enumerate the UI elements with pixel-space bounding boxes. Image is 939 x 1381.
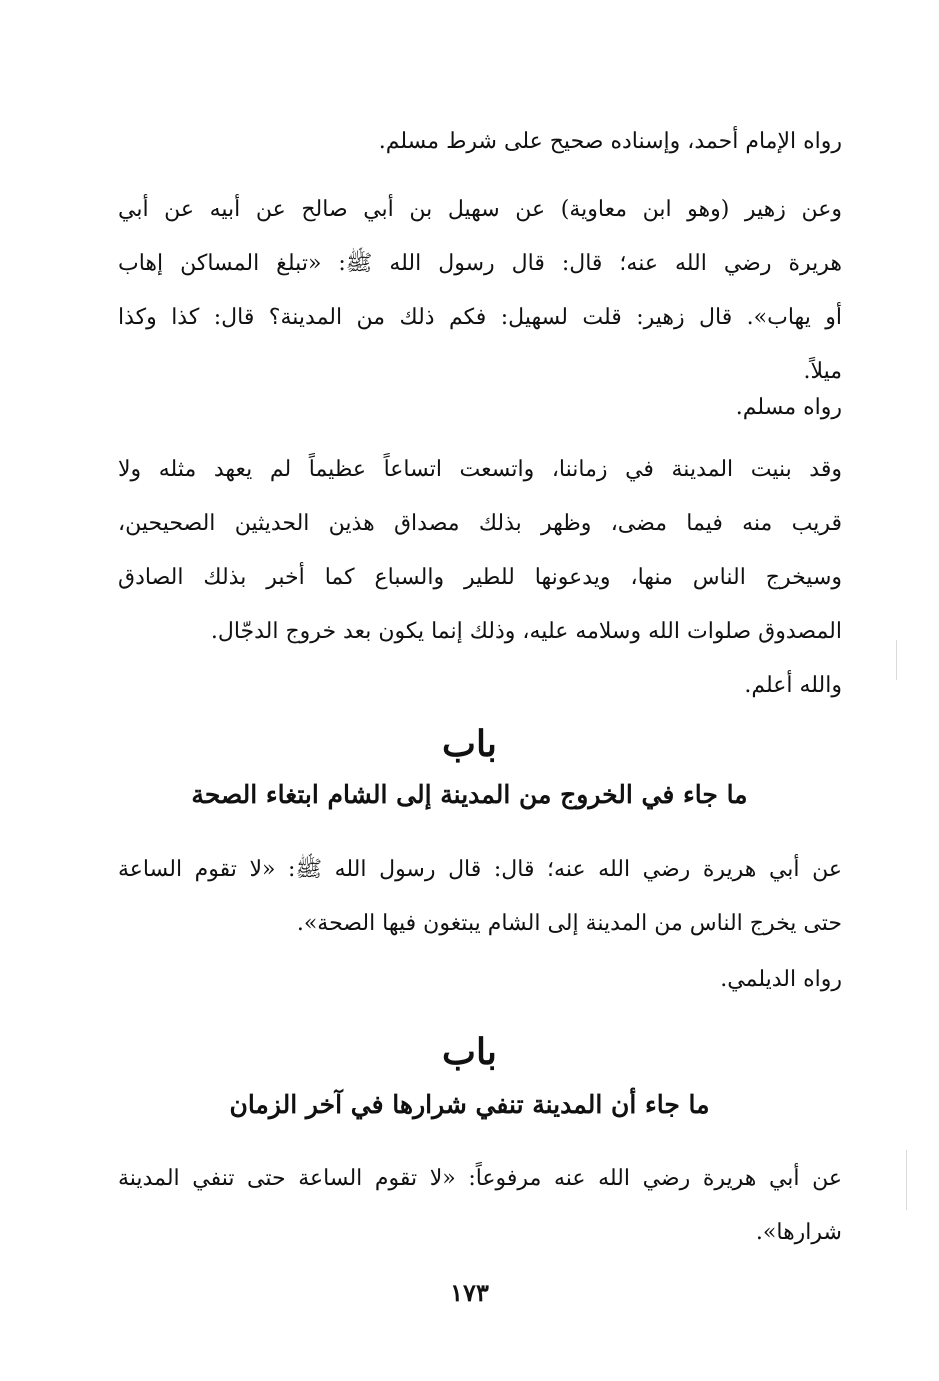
scan-mark (896, 640, 897, 680)
section-heading: باب (442, 1031, 497, 1073)
text-line: عن أبي هريرة رضي الله عنه؛ قال: قال رسول الله ﷺ: «لا تقوم الساعة (118, 857, 842, 882)
section-heading: باب (442, 723, 497, 765)
text-line: رواه الإمام أحمد، وإسناده صحيح على شرط مسلم. (378, 129, 842, 154)
hadith-paragraph (118, 183, 842, 399)
text-line: والله أعلم. (744, 673, 842, 698)
text-line: شرارها». (755, 1220, 842, 1245)
text-line: وسيخرج الناس منها، ويدعونها للطير والسباع كما أخبر بذلك الصادق (118, 565, 842, 590)
commentary-paragraph (118, 443, 842, 713)
chapter-title: ما جاء أن المدينة تنفي شرارها في آخر الزمان (229, 1090, 710, 1119)
text-line: حتى يخرج الناس من المدينة إلى الشام يبتغون فيها الصحة». (296, 911, 842, 936)
chapter-title: ما جاء في الخروج من المدينة إلى الشام ابتغاء الصحة (191, 780, 748, 809)
scan-mark (906, 1150, 907, 1210)
text-line: رواه مسلم. (735, 395, 842, 420)
text-line: قريب منه فيما مضى، وظهر بذلك مصداق هذين الحديثين الصحيحين، (118, 511, 842, 536)
text-line: ميلاً. (803, 359, 842, 384)
narration-note (736, 388, 842, 428)
text-line: وعن زهير (وهو ابن معاوية) عن سهيل بن أبي صالح عن أبيه عن أبي (118, 197, 842, 222)
narration-note (720, 960, 842, 1000)
page-number: ١٧٣ (450, 1278, 489, 1307)
text-line: عن أبي هريرة رضي الله عنه مرفوعاً: «لا تقوم الساعة حتى تنفي المدينة (118, 1166, 842, 1191)
text-line: أو يهاب». قال زهير: قلت لسهيل: فكم ذلك من المدينة؟ قال: كذا وكذا (118, 305, 842, 330)
text-line: المصدوق صلوات الله وسلامه عليه، وذلك إنما يكون بعد خروج الدجّال. (210, 619, 842, 644)
hadith-paragraph (118, 843, 842, 951)
hadith-paragraph (118, 1152, 842, 1260)
text-line: وقد بنيت المدينة في زماننا، واتسعت اتساعاً عظيماً لم يعهد مثله ولا (118, 457, 842, 482)
text-line: هريرة رضي الله عنه؛ قال: قال رسول الله ﷺ: «تبلغ المساكن إهاب (118, 251, 842, 276)
text-line: رواه الديلمي. (720, 967, 842, 992)
narration-note (379, 122, 842, 162)
